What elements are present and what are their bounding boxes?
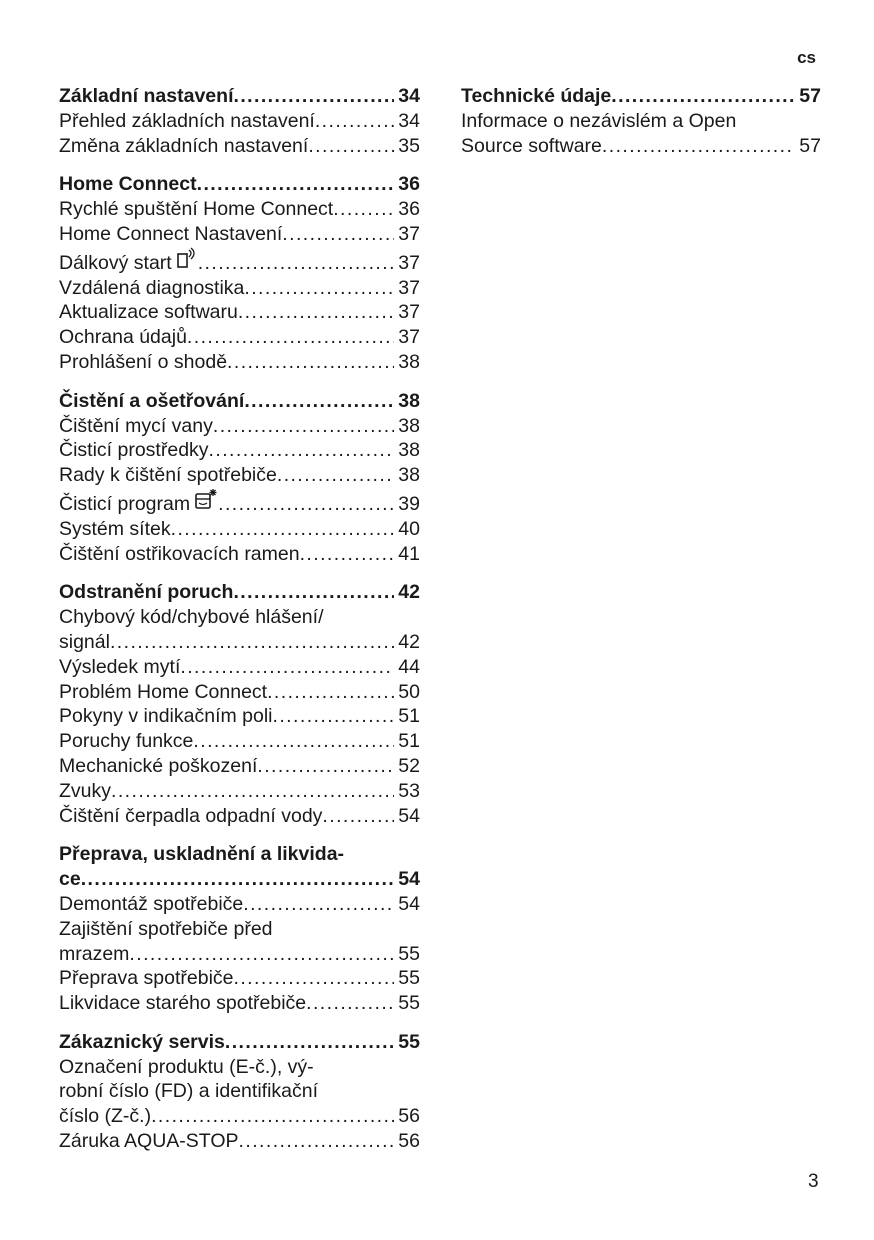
toc-page-number: 38 — [398, 464, 420, 487]
leader-dots — [315, 109, 394, 134]
language-code: cs — [797, 48, 816, 67]
toc-entry-title: Základní nastavení — [59, 85, 234, 107]
toc-entry-title: ce — [59, 868, 81, 891]
leader-dots — [243, 892, 394, 917]
toc-entry[interactable] — [59, 350, 420, 375]
toc-page-number: 50 — [398, 680, 420, 703]
toc-page-number: 34 — [398, 85, 420, 107]
toc-page-number: 38 — [398, 389, 420, 412]
toc-page-number: 51 — [398, 705, 420, 728]
toc-entry-title: Zvuky — [59, 779, 112, 802]
toc-column-left — [59, 84, 420, 1168]
leader-dots — [611, 84, 795, 109]
leader-dots — [233, 580, 394, 605]
leader-dots — [282, 222, 394, 247]
toc-entry[interactable] — [59, 517, 420, 542]
toc-page-number: 37 — [398, 301, 420, 324]
leader-dots — [277, 463, 394, 488]
toc-entry[interactable] — [59, 655, 420, 680]
toc-page-number: 57 — [799, 85, 821, 107]
leader-dots — [213, 414, 394, 439]
toc-entry-title: Rady k čištění spotřebiče — [59, 464, 277, 487]
leader-dots — [218, 492, 394, 517]
leader-dots — [267, 680, 394, 705]
toc-section-heading[interactable] — [59, 1030, 420, 1055]
toc-entry[interactable] — [59, 300, 420, 325]
machine-care-icon — [194, 488, 218, 517]
toc-entry-title: Aktualizace softwaru — [59, 301, 238, 324]
toc-entry-title-line: Označení produktu (E-č.), vý- — [59, 1055, 314, 1078]
toc-entry[interactable] — [461, 109, 821, 159]
toc-page-number: 42 — [398, 581, 420, 604]
toc-entry[interactable] — [59, 605, 420, 655]
toc-entry-title: Záruka AQUA-STOP — [59, 1130, 239, 1153]
toc-page-number: 34 — [398, 109, 420, 132]
toc-entry-title: Čištění ostřikovacích ramen — [59, 542, 300, 565]
toc-page-number: 54 — [398, 804, 420, 827]
toc-entry[interactable] — [59, 966, 420, 991]
toc-entry-title: Problém Home Connect — [59, 680, 268, 703]
toc-page-number: 54 — [398, 892, 420, 915]
toc-page-number: 38 — [398, 439, 420, 462]
toc-entry[interactable] — [59, 488, 420, 517]
toc-page-number: 36 — [398, 198, 420, 221]
toc-entry-title: Ochrana údajů — [59, 326, 187, 349]
leader-dots — [238, 300, 394, 325]
toc-entry-title: číslo (Z-č.) — [59, 1105, 152, 1128]
toc-entry-title: Likvidace starého spotřebiče — [59, 992, 307, 1015]
toc-entry-title: Čisticí prostředky — [59, 439, 209, 462]
leader-dots — [257, 754, 394, 779]
toc-page-number: 55 — [398, 1030, 420, 1053]
toc-entry-title: Demontáž spotřebiče — [59, 892, 244, 915]
leader-dots — [308, 134, 394, 159]
toc-entry[interactable] — [59, 247, 420, 276]
leader-dots — [244, 276, 394, 301]
leader-dots — [322, 804, 394, 829]
leader-dots — [171, 517, 395, 542]
toc-entry[interactable] — [59, 680, 420, 705]
leader-dots — [227, 350, 394, 375]
toc-page-number: 55 — [398, 942, 420, 965]
leader-dots — [198, 251, 395, 276]
toc-entry-title: Zákaznický servis — [59, 1030, 225, 1053]
toc-section-heading[interactable] — [59, 172, 420, 197]
toc-page-number: 53 — [398, 779, 420, 802]
toc-page-number: 40 — [398, 517, 420, 540]
toc-entry-title: Čisticí program — [59, 492, 191, 515]
toc-entry-title: Prohlášení o shodě — [59, 350, 228, 373]
leader-dots — [225, 1030, 394, 1055]
leader-dots — [209, 438, 395, 463]
toc-entry-title: Výsledek mytí — [59, 655, 181, 678]
toc-entry[interactable] — [59, 704, 420, 729]
toc-entry[interactable] — [59, 754, 420, 779]
toc-entry[interactable] — [59, 414, 420, 439]
toc-entry-title-line: Zajištění spotřebiče před — [59, 917, 273, 940]
leader-dots — [333, 197, 394, 222]
toc-page-number: 35 — [398, 134, 420, 157]
toc-entry-title: mrazem — [59, 942, 130, 965]
toc-entry[interactable] — [59, 325, 420, 350]
toc-section — [59, 172, 420, 374]
toc-entry-title: Poruchy funkce — [59, 730, 194, 753]
toc-entry[interactable] — [59, 779, 420, 804]
leader-dots — [180, 655, 394, 680]
toc-entry[interactable] — [59, 109, 420, 134]
toc-page-number: 38 — [398, 414, 420, 437]
toc-entry-title: signál — [59, 630, 110, 653]
toc-entry-title: Čištění mycí vany — [59, 414, 213, 437]
leader-dots — [300, 542, 395, 567]
toc-entry-title: Čištění čerpadla odpadní vody — [59, 804, 323, 827]
toc-entry-title: Rychlé spuštění Home Connect — [59, 198, 334, 221]
toc-entry-title: Vzdálená diagnostika — [59, 276, 245, 299]
toc-section — [461, 84, 821, 158]
toc-section — [59, 1030, 420, 1154]
toc-entry-title: Čistění a ošetřování — [59, 389, 245, 412]
toc-section — [59, 580, 420, 828]
toc-section — [59, 84, 420, 158]
toc-entry[interactable] — [59, 197, 420, 222]
toc-entry[interactable] — [59, 804, 420, 829]
toc-entry[interactable] — [59, 1129, 420, 1154]
toc-entry-title-line: Informace o nezávislém a Open — [461, 109, 737, 132]
toc-page-number: 57 — [799, 134, 821, 157]
toc-entry-title: Přehled základních nastavení — [59, 109, 315, 132]
toc-entry[interactable] — [59, 991, 420, 1016]
toc-page-number: 55 — [398, 992, 420, 1015]
leader-dots — [233, 84, 394, 109]
toc-entry-title: Systém sítek — [59, 517, 171, 540]
toc-section — [59, 389, 420, 567]
leader-dots — [244, 389, 394, 414]
toc-page-number: 56 — [398, 1105, 420, 1128]
toc-entry[interactable] — [59, 892, 420, 917]
toc-section-heading[interactable] — [59, 580, 420, 605]
toc-page-number: 39 — [398, 492, 420, 515]
toc-page-number: 36 — [398, 173, 420, 196]
leader-dots — [197, 172, 395, 197]
toc-section-heading[interactable] — [59, 389, 420, 414]
toc-entry[interactable] — [59, 463, 420, 488]
remote-start-icon — [176, 247, 198, 276]
page-number: 3 — [808, 1171, 819, 1192]
leader-dots — [602, 134, 795, 159]
leader-dots — [151, 1104, 394, 1129]
toc-page-number: 38 — [398, 350, 420, 373]
leader-dots — [187, 325, 394, 350]
leader-dots — [193, 729, 394, 754]
toc-page-number: 37 — [398, 222, 420, 245]
toc-section-heading[interactable] — [461, 84, 821, 109]
toc-section-heading[interactable] — [59, 842, 420, 892]
toc-entry[interactable] — [59, 917, 420, 967]
toc-entry[interactable] — [59, 1055, 420, 1129]
toc-entry-title: Mechanické poškození — [59, 754, 258, 777]
toc-entry-title: Pokyny v indikačním poli — [59, 705, 273, 728]
toc-section — [59, 842, 420, 1016]
toc-entry-title: Source software — [461, 134, 602, 157]
toc-entry-title: Dálkový start — [59, 251, 172, 274]
toc-page-number: 51 — [398, 730, 420, 753]
toc-page-number: 37 — [398, 326, 420, 349]
toc-page-number: 55 — [398, 967, 420, 990]
leader-dots — [234, 966, 395, 991]
toc-entry-title-line: Přeprava, uskladnění a likvida- — [59, 843, 345, 866]
toc-entry[interactable] — [59, 542, 420, 567]
toc-entry[interactable] — [59, 276, 420, 301]
toc-page-number: 37 — [398, 276, 420, 299]
toc-section-heading[interactable] — [59, 84, 420, 109]
leader-dots — [81, 867, 395, 892]
toc-entry[interactable] — [59, 134, 420, 159]
toc-page-number: 37 — [398, 251, 420, 274]
leader-dots — [111, 779, 394, 804]
leader-dots — [273, 704, 395, 729]
leader-dots — [306, 991, 394, 1016]
leader-dots — [129, 942, 394, 967]
toc-entry-title-line: robní číslo (FD) a identifikační — [59, 1080, 319, 1103]
toc-page-number: 52 — [398, 754, 420, 777]
toc-entry-title: Home Connect — [59, 173, 197, 196]
leader-dots — [239, 1129, 395, 1154]
toc-entry[interactable] — [59, 438, 420, 463]
toc-page-number: 56 — [398, 1130, 420, 1153]
toc-entry-title: Odstranění poruch — [59, 581, 234, 604]
toc-page-number: 42 — [398, 630, 420, 653]
toc-entry[interactable] — [59, 222, 420, 247]
toc-page-number: 54 — [398, 868, 420, 891]
toc-entry-title: Home Connect Nastavení — [59, 222, 283, 245]
toc-entry-title: Změna základních nastavení — [59, 134, 309, 157]
toc-entry-title: Technické údaje — [461, 85, 612, 107]
toc-page-number: 41 — [398, 542, 420, 565]
toc-column-right — [461, 84, 821, 172]
leader-dots — [110, 630, 394, 655]
toc-page-number: 44 — [398, 655, 420, 678]
toc-entry[interactable] — [59, 729, 420, 754]
toc-entry-title-line: Chybový kód/chybové hlášení/ — [59, 606, 324, 629]
toc-entry-title: Přeprava spotřebiče — [59, 967, 234, 990]
